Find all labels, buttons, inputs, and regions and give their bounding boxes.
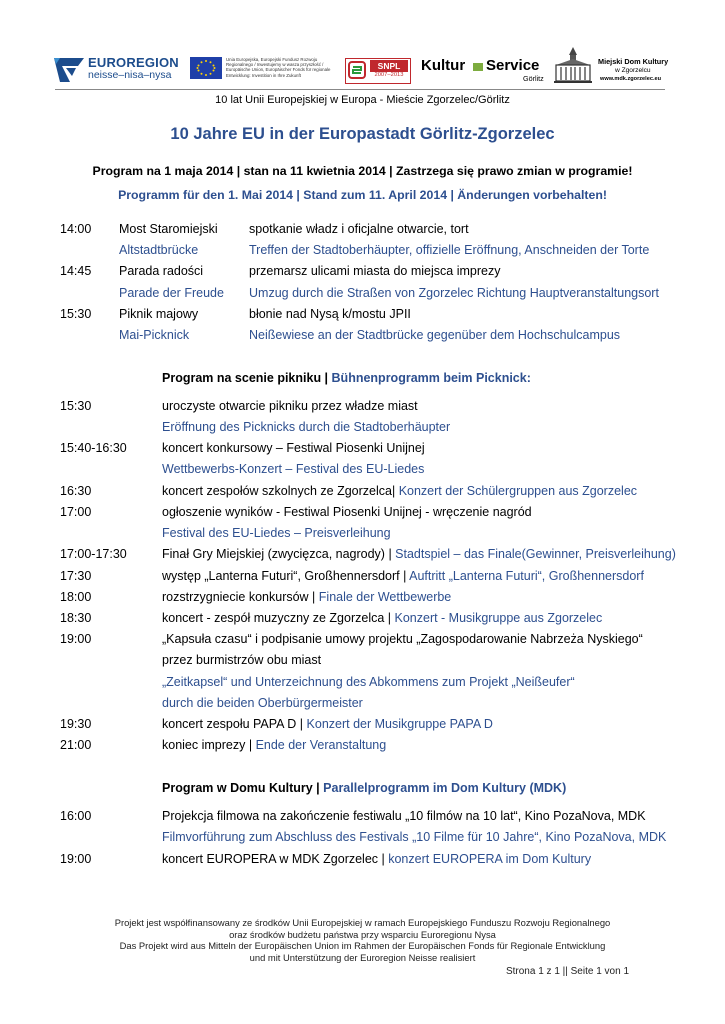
picnic-time: 15:30 [60,399,92,413]
picnic-time: 17:00 [60,505,92,519]
schedule-desc-de: Treffen der Stadtoberhäupter, offizielle Eröffnung, Anschneiden der Torte [249,243,650,257]
mdk-event-de: konzert EUROPERA im Dom Kultury [388,852,592,866]
schedule-desc-pl: przemarsz ulicami miasta do miejsca imprezy [249,264,501,278]
schedule-desc-pl: spotkanie władz i oficjalne otwarcie, tort [249,222,469,236]
picnic-event-pl: koniec imprezy | [162,738,256,752]
picnic-event-de: Ende der Veranstaltung [255,738,387,752]
footer-line: und mit Unterstützung der Euroregion Neisse realisiert [249,951,476,963]
picnic-event-de: Festival des EU-Liedes – Preisverleihung [162,526,391,540]
footer-funding-note [0,917,725,963]
mdk-event [162,852,591,867]
section-heading-de: Bühnenprogramm beim Picknick: [331,371,531,385]
mdk-event-pl: Projekcja filmowa na zakończenie festiwalu „10 filmów na 10 lat“, Kino PozaNova, MDK [162,809,646,823]
picnic-event-pl: występ „Lanterna Futuri“, Großhennersdorf | [162,569,410,583]
picnic-event-pl: uroczyste otwarcie pikniku przez władze miast [162,399,418,413]
page-number: Strona 1 z 1 || Seite 1 von 1 [505,966,629,977]
mdk-event-de: Filmvorführung zum Abschluss des Festivals „10 Filme für 10 Jahre“, Kino PozaNova, MDK [162,830,667,844]
schedule-desc-de: Umzug durch die Straßen von Zgorzelec Richtung Hauptveranstaltungsort [249,286,659,300]
schedule-place-pl: Parada radości [119,264,204,278]
mdk-url: www.mdk.zgorzelec.eu [600,76,662,82]
picnic-event-de: „Zeitkapsel“ und Unterzeichnung des Abkommens zum Projekt „Neißeufer“ [162,675,575,689]
snpl-emblem-icon [348,61,366,79]
picnic-event [162,738,386,753]
snpl-years: 2007–2013 [374,72,404,78]
picnic-event-pl: Finał Gry Miejskiej (zwycięzca, nagrody) | [162,547,396,561]
schedule-place-pl: Piknik majowy [119,307,199,321]
kulturservice-text-a: Kultur [421,57,466,74]
header-divider [55,89,665,90]
kulturservice-text-b: Service [486,57,540,74]
schedule-desc-de: Neißewiese an der Stadtbrücke gegenüber dem Hochschulcampus [249,328,621,342]
picnic-event-pl-cont: przez burmistrzów obu miast [162,653,322,667]
picnic-event-pl: koncert - zespół muzyczny ze Zgorzelca | [162,611,395,625]
schedule-place-de: Mai-Picknick [119,328,190,342]
picnic-event [162,590,451,605]
mdk-city: w Zgorzelcu [615,67,651,74]
section-heading-pl: Program w Domu Kultury | [162,781,324,795]
document-title: 10 Jahre EU in der Europastadt Görlitz-Zgorzelec [170,125,555,143]
kulturservice-city: Görlitz [523,74,544,83]
document-subtitle: 10 lat Unii Europejskiej w Europa - Mieście Zgorzelec/Görlitz [215,94,510,106]
euroregion-subname: neisse–nisa–nysa [88,69,172,81]
picnic-event [162,484,637,499]
mdk-event-pl: koncert EUROPERA w MDK Zgorzelec | [162,852,389,866]
snpl-name: SNPL [370,60,408,72]
section-heading-de: Parallelprogramm im Dom Kultury (MDK) [323,781,567,795]
picnic-event [162,611,602,626]
mdk-time: 16:00 [60,809,92,823]
picnic-time: 18:00 [60,590,92,604]
schedule-place-de: Parade der Freude [119,286,224,300]
footer-line: Projekt jest współfinansowany ze środków Unii Europejskiej w ramach Europejskiego Funduszu Rozwoju Regionalnego [114,917,611,928]
picnic-event-de: Stadtspiel – das Finale(Gewinner, Preisverleihung) [395,547,676,561]
picnic-event-pl: koncert zespołu PAPA D | [162,717,307,731]
picnic-event-de: Finale der Wettbewerbe [318,590,452,604]
program-header-pl: Program na 1 maja 2014 | stan na 11 kwietnia 2014 | Zastrzega się prawo zmian w programie! [92,164,633,178]
picnic-time: 19:30 [60,717,92,731]
schedule-time: 14:00 [60,222,92,236]
schedule-time: 14:45 [60,264,92,278]
section-heading-mdk [162,781,566,796]
kulturservice-square-icon [473,63,483,71]
picnic-event-pl: koncert zespołów szkolnych ze Zgorzelca| [162,484,399,498]
program-header-de: Programm für den 1. Mai 2014 | Stand zum 11. April 2014 | Änderungen vorbehalten! [118,188,607,202]
picnic-event [162,717,493,732]
picnic-event-pl: „Kapsuła czasu“ i podpisanie umowy projektu „Zagospodarowanie Nabrzeża Nyskiego“ [162,632,643,646]
eu-fund-text: Unia Europejska, Europejski Fundusz Rozwoju Regionalnego / Inwestujemy w wasza przyszłość / Europäische Union, Europäischer Fonds für regionale Entwicklung: Investition in Ihre Zukunft [226,57,331,78]
section-heading-pl: Program na scenie pikniku | [162,371,332,385]
footer-line: oraz środków budżetu państwa przy wsparciu Euroregionu Nysa [229,928,496,940]
picnic-event-pl: rozstrzygniecie konkursów | [162,590,319,604]
picnic-event-de: Konzert der Musikgruppe PAPA D [306,717,493,731]
picnic-event [162,569,644,584]
picnic-event [162,547,676,562]
picnic-time: 17:00-17:30 [60,547,127,561]
schedule-place-pl: Most Staromiejski [119,222,218,236]
mdk-building-icon [552,45,594,85]
section-heading-picnic [162,371,531,386]
picnic-time: 16:30 [60,484,92,498]
schedule-place-de: Altstadtbrücke [119,243,199,257]
schedule-time: 15:30 [60,307,92,321]
mdk-time: 19:00 [60,852,92,866]
schedule-desc-pl: błonie nad Nysą k/mostu JPII [249,307,411,321]
picnic-time: 21:00 [60,738,92,752]
picnic-event-pl: koncert konkursowy – Festiwal Piosenki Unijnej [162,441,425,455]
picnic-event-de: Auftritt „Lanterna Futuri“, Großhennersdorf [409,569,644,583]
picnic-time: 15:40-16:30 [60,441,127,455]
picnic-event-de: Eröffnung des Picknicks durch die Stadtoberhäupter [162,420,451,434]
header-logos [0,0,725,96]
picnic-event-de: Wettbewerbs-Konzert – Festival des EU-Liedes [162,462,425,476]
snpl-logo [345,58,411,84]
mdk-name: Miejski Dom Kultury [598,57,669,66]
eu-flag-icon [190,57,222,79]
picnic-event-de: Konzert der Schülergruppen aus Zgorzelec [398,484,638,498]
euroregion-name: EUROREGION [88,55,179,70]
picnic-event-pl: ogłoszenie wyników - Festiwal Piosenki Unijnej - wręczenie nagród [162,505,532,519]
picnic-event-de-cont: durch die beiden Oberbürgermeister [162,696,363,710]
picnic-time: 19:00 [60,632,92,646]
picnic-event-de: Konzert - Musikgruppe aus Zgorzelec [394,611,603,625]
euroregion-logo-icon [52,56,86,84]
picnic-time: 18:30 [60,611,92,625]
footer-line: Das Projekt wird aus Mitteln der Europäischen Union im Rahmen der Europäischen Fonds für Regionale Entwicklung [119,940,606,951]
picnic-time: 17:30 [60,569,92,583]
